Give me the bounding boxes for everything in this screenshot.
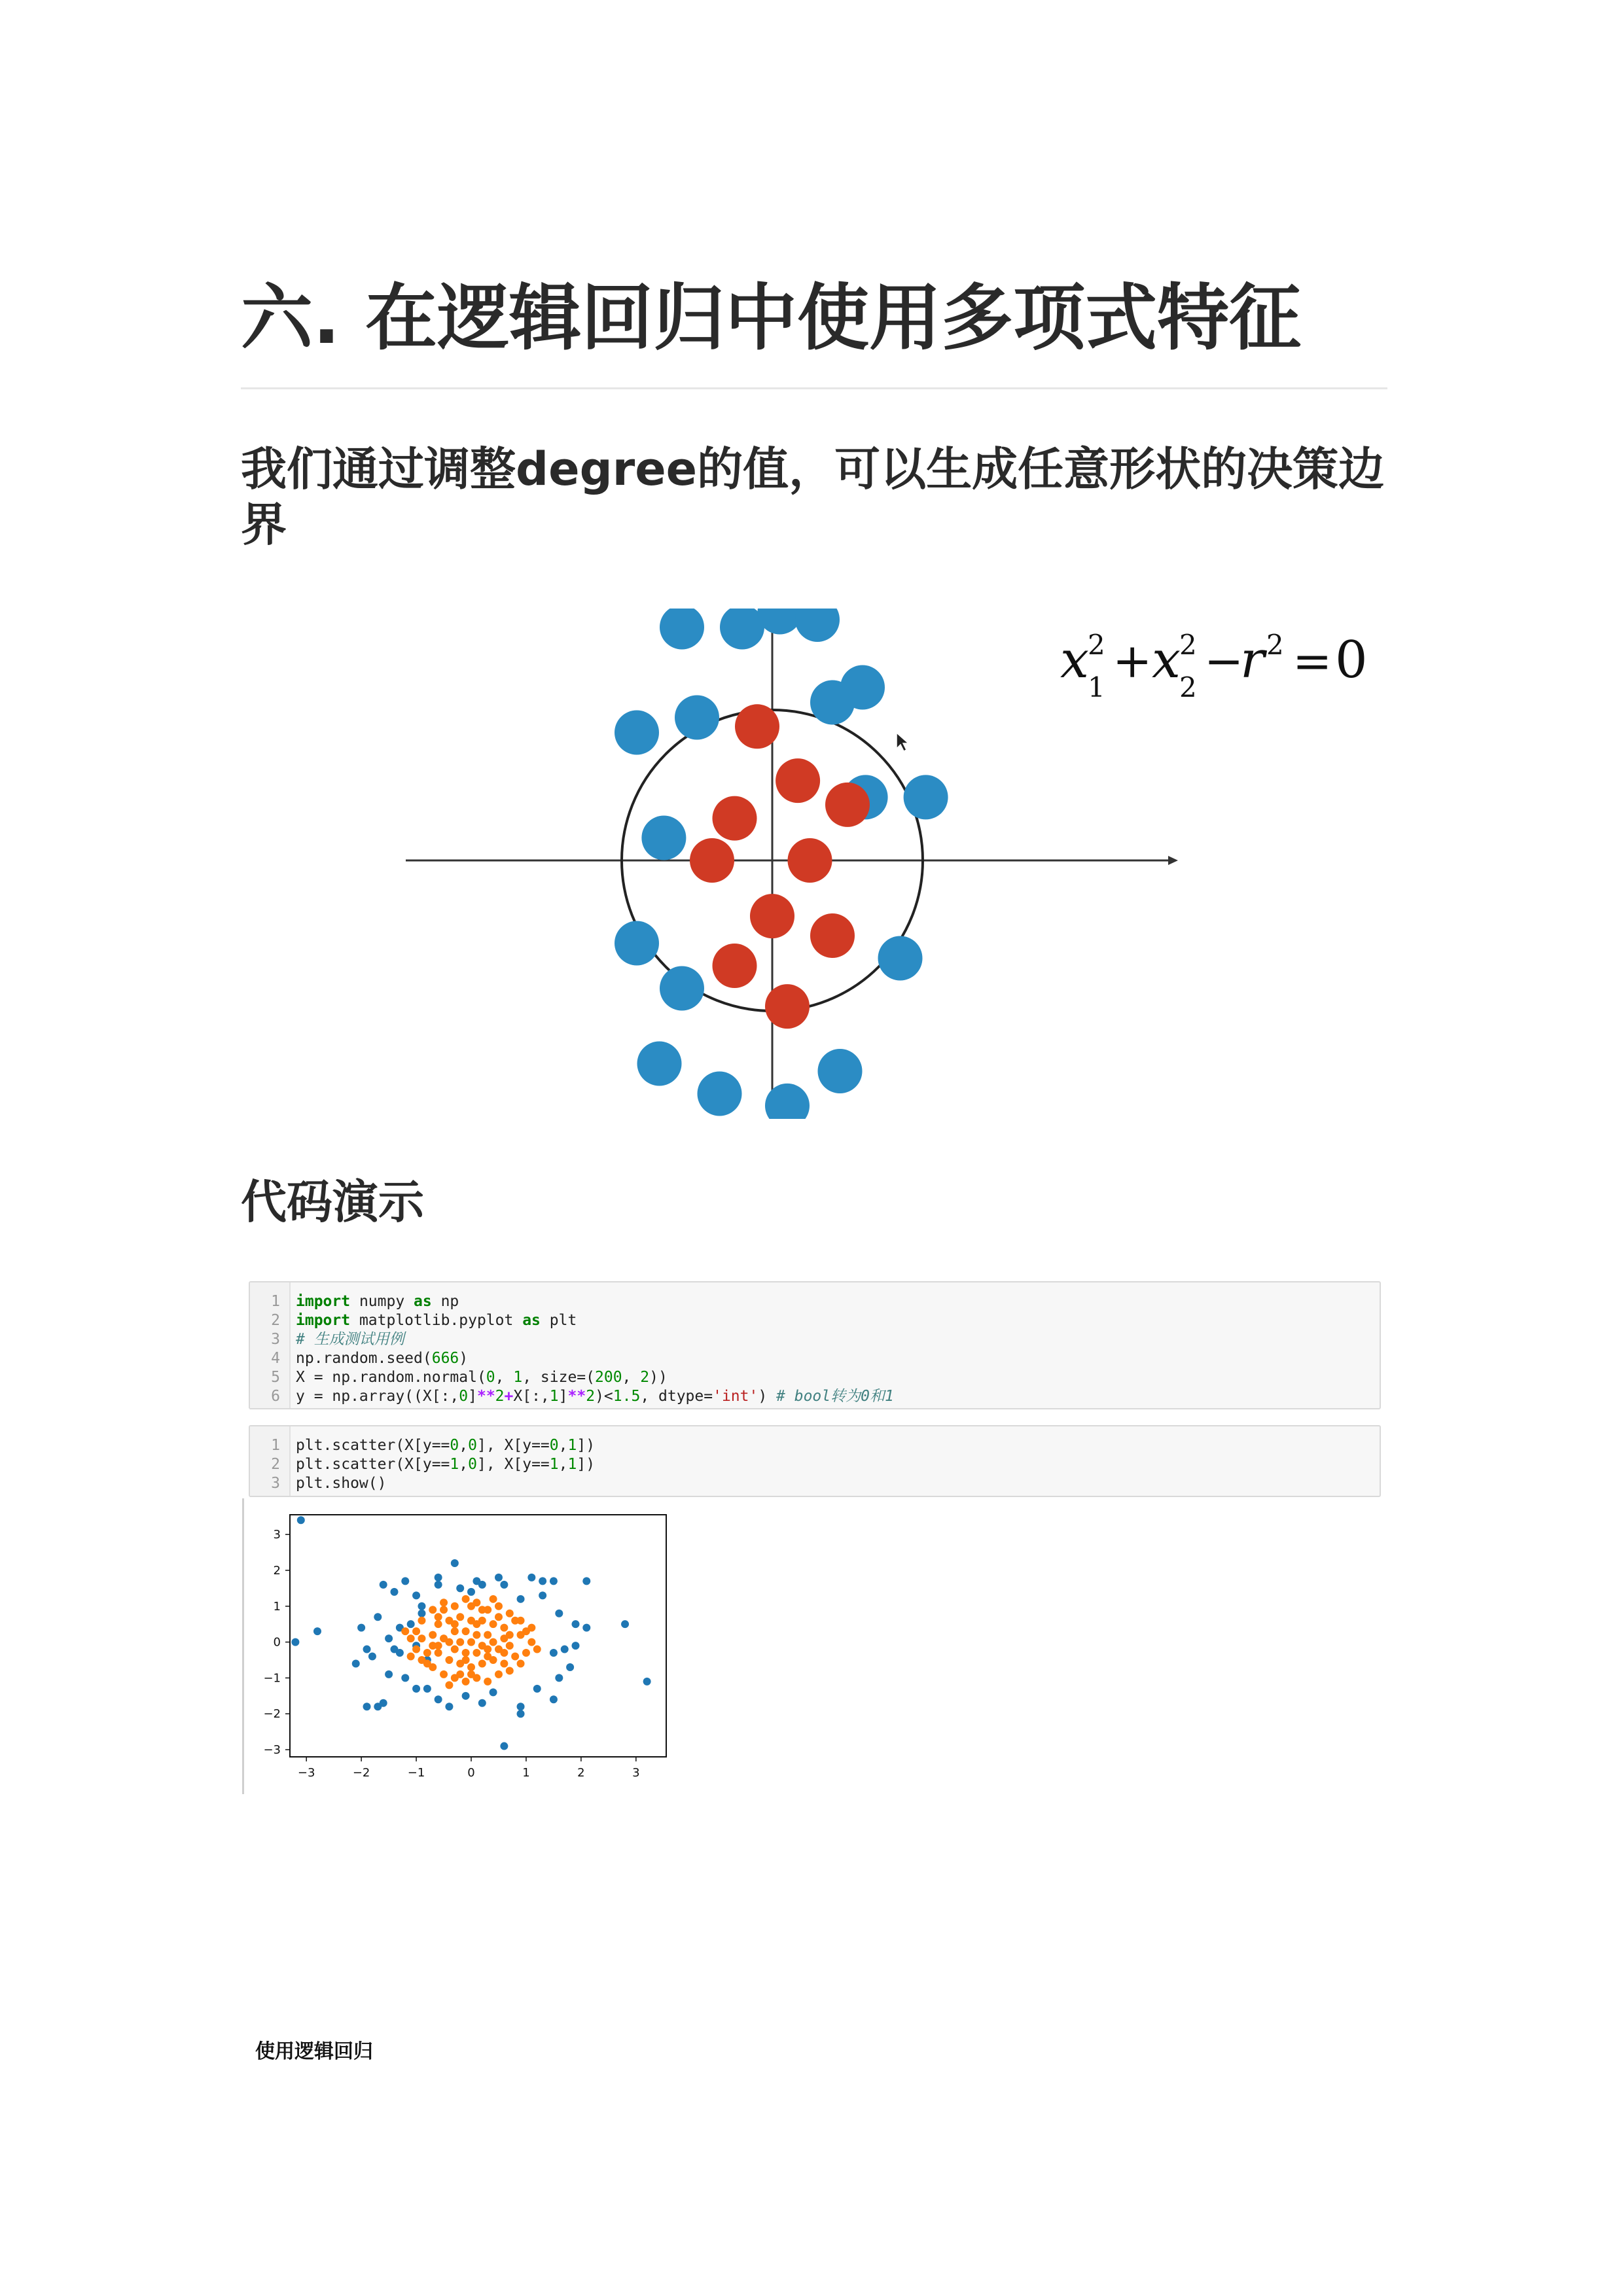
class-0-point: [357, 1624, 365, 1632]
line-number: 3: [271, 1475, 280, 1492]
class-1-point: [423, 1649, 431, 1657]
class-1-point: [495, 1670, 503, 1678]
mouse-cursor-icon: [897, 733, 908, 751]
logistic-regression-heading: 使用逻辑回归: [255, 2040, 373, 2063]
code-token: 'int': [713, 1388, 758, 1405]
x-tick-label: 3: [632, 1766, 640, 1780]
class-0-point: [380, 1699, 387, 1707]
code-token: np: [431, 1293, 459, 1310]
code-token: **: [567, 1388, 586, 1405]
formula-sup2: 2: [1179, 629, 1197, 661]
code-text: [296, 1368, 668, 1387]
line-number: 3: [271, 1331, 280, 1348]
class-0-point: [571, 1642, 579, 1650]
code-token: import: [296, 1312, 351, 1329]
class-1-point: [462, 1595, 470, 1603]
line-number: 2: [271, 1456, 280, 1473]
outer-class-point: [675, 696, 719, 740]
class-1-point: [418, 1617, 425, 1625]
line-number: 6: [271, 1388, 280, 1405]
code-token: 1: [567, 1456, 577, 1473]
class-1-point: [445, 1656, 453, 1664]
class-1-point: [418, 1634, 425, 1642]
class-0-point: [412, 1685, 420, 1693]
class-1-point: [407, 1634, 415, 1642]
code-text: [296, 1474, 386, 1493]
class-1-point: [462, 1627, 470, 1635]
inner-class-point: [713, 796, 757, 841]
formula-equals: =: [1293, 633, 1332, 688]
class-0-point: [555, 1674, 563, 1682]
formula-plus: +: [1113, 633, 1152, 688]
code-token: # bool转为0和1: [776, 1388, 894, 1405]
code-token: )): [649, 1369, 668, 1386]
class-0-point: [385, 1634, 393, 1642]
class-1-point: [429, 1631, 437, 1639]
code-token: ]: [558, 1388, 568, 1405]
code-token: 1: [450, 1456, 459, 1473]
code-token: plt.scatter(X[y==: [296, 1456, 450, 1473]
line-number: 5: [271, 1369, 280, 1386]
class-1-point: [445, 1681, 453, 1689]
inner-class-point: [690, 838, 734, 883]
class-0-point: [407, 1620, 415, 1628]
code-token: 0: [450, 1437, 459, 1454]
class-1-point: [495, 1613, 503, 1621]
code-token: plt.show(): [296, 1475, 387, 1492]
code-token: ,: [558, 1456, 568, 1473]
class-1-point: [533, 1646, 541, 1653]
outer-class-point: [795, 609, 840, 642]
class-0-point: [550, 1649, 558, 1657]
class-1-point: [440, 1634, 448, 1642]
formula-minus: −: [1204, 633, 1244, 688]
class-1-point: [412, 1646, 420, 1653]
code-token: as: [414, 1293, 432, 1310]
code-token: ], X[y==: [476, 1456, 550, 1473]
code-token: 1.5: [613, 1388, 641, 1405]
class-0-point: [561, 1646, 569, 1653]
class-1-point: [467, 1602, 475, 1610]
x-tick-label: −2: [352, 1766, 370, 1780]
class-0-point: [412, 1591, 420, 1599]
code-token: ): [459, 1350, 469, 1367]
class-1-point: [527, 1638, 535, 1646]
class-0-point: [352, 1659, 360, 1667]
class-1-point: [517, 1631, 525, 1639]
inner-class-point: [810, 913, 855, 958]
y-tick-label: −3: [263, 1743, 281, 1757]
class-0-point: [582, 1577, 590, 1585]
class-1-point: [478, 1606, 486, 1614]
formula-x2: x: [1152, 631, 1181, 690]
section-subtitle: 我们通过调整degree的值，可以生成任意形状的决策边界: [241, 442, 1385, 552]
code-token: X = np.random.normal(: [296, 1369, 486, 1386]
decision-boundary-diagram: [393, 609, 1374, 1119]
code-token: plt: [540, 1312, 577, 1329]
class-1-point: [478, 1642, 486, 1650]
class-1-point: [423, 1659, 431, 1667]
inner-class-point: [765, 984, 810, 1029]
class-0-point: [490, 1688, 497, 1696]
class-1-point: [462, 1678, 470, 1686]
class-1-point: [506, 1642, 514, 1650]
code-token: 2: [586, 1388, 596, 1405]
class-0-point: [527, 1574, 535, 1581]
code-token: 1: [549, 1456, 559, 1473]
formula-r: r: [1240, 631, 1265, 690]
outer-class-point: [810, 680, 855, 725]
outer-class-point: [615, 711, 659, 755]
y-tick-label: 1: [273, 1599, 281, 1614]
code-token: matplotlib.pyplot: [350, 1312, 523, 1329]
inner-class-point: [825, 783, 870, 827]
class-1-point: [484, 1653, 491, 1661]
class-0-point: [297, 1516, 305, 1524]
code-text: [296, 1436, 595, 1455]
outer-class-point: [641, 816, 686, 860]
outer-class-point: [637, 1042, 682, 1086]
class-0-point: [467, 1588, 475, 1596]
class-0-point: [385, 1670, 393, 1678]
class-0-point: [363, 1703, 371, 1710]
code-token: 0: [549, 1437, 559, 1454]
code-token: as: [522, 1312, 541, 1329]
class-0-point: [462, 1692, 470, 1700]
class-1-point: [500, 1624, 508, 1632]
code-text: [296, 1311, 577, 1330]
class-0-point: [374, 1613, 382, 1621]
class-1-point: [456, 1670, 464, 1678]
class-1-point: [490, 1595, 497, 1603]
class-1-point: [527, 1624, 535, 1632]
line-number: 4: [271, 1350, 280, 1367]
class-1-point: [435, 1613, 442, 1621]
inner-class-point: [735, 704, 779, 749]
formula-sub2: 2: [1179, 671, 1197, 703]
code-token: np.random.seed(: [296, 1350, 432, 1367]
code-token: 0: [468, 1437, 477, 1454]
class-0-point: [478, 1581, 486, 1589]
outer-class-point: [660, 609, 704, 650]
code-token: 2: [640, 1369, 650, 1386]
class-0-point: [643, 1678, 651, 1686]
class-1-point: [440, 1606, 448, 1614]
class-1-point: [451, 1602, 459, 1610]
code-token: plt.scatter(X[y==: [296, 1437, 450, 1454]
class-0-point: [435, 1695, 442, 1703]
line-number: 2: [271, 1312, 280, 1329]
code-token: 1: [513, 1369, 523, 1386]
formula-zero: 0: [1335, 631, 1368, 690]
class-0-point: [418, 1610, 425, 1617]
class-0-point: [456, 1584, 464, 1592]
class-1-point: [484, 1631, 491, 1639]
class-1-point: [467, 1663, 475, 1671]
class-1-point: [451, 1627, 459, 1635]
class-0-point: [368, 1653, 376, 1661]
code-cell-2[interactable]: [249, 1425, 1381, 1497]
outer-class-point: [660, 966, 704, 1011]
class-0-point: [495, 1574, 503, 1581]
class-1-point: [467, 1638, 475, 1646]
class-0-point: [500, 1581, 508, 1589]
class-1-point: [484, 1678, 491, 1686]
class-0-point: [500, 1742, 508, 1750]
code-token: y = np.array((X[:,: [296, 1388, 459, 1405]
code-token: # 生成测试用例: [296, 1331, 404, 1348]
class-1-point: [495, 1646, 503, 1653]
class-0-point: [435, 1574, 442, 1581]
class-1-point: [412, 1627, 420, 1635]
class-0-point: [550, 1695, 558, 1703]
inner-class-point: [776, 758, 820, 803]
class-1-point: [500, 1659, 508, 1667]
formula-sup3: 2: [1266, 629, 1284, 661]
code-token: ,: [459, 1437, 469, 1454]
code-token: , dtype=: [640, 1388, 713, 1405]
class-0-point: [621, 1620, 629, 1628]
code-token: ,: [459, 1456, 469, 1473]
class-0-point: [291, 1638, 299, 1646]
code-token: 200: [595, 1369, 622, 1386]
class-0-point: [401, 1674, 409, 1682]
code-token: , size=(: [522, 1369, 595, 1386]
code-token: X[:,: [513, 1388, 550, 1405]
class-1-point: [511, 1653, 519, 1661]
class-0-point: [517, 1703, 525, 1710]
inner-class-point: [788, 838, 832, 883]
code-text: [296, 1330, 404, 1349]
x-tick-label: −3: [297, 1766, 315, 1780]
class-1-point: [407, 1653, 415, 1661]
formula: [1060, 629, 1368, 703]
class-1-point: [506, 1667, 514, 1674]
class-1-point: [473, 1649, 480, 1657]
inner-class-point: [750, 894, 794, 938]
class-1-point: [456, 1638, 464, 1646]
code-demo-heading: 代码演示: [241, 1175, 424, 1229]
x-tick-label: 2: [577, 1766, 585, 1780]
formula-x1: x: [1060, 631, 1089, 690]
inner-class-point: [713, 944, 757, 988]
class-0-point: [451, 1559, 459, 1567]
class-1-point: [490, 1620, 497, 1628]
class-0-point: [390, 1588, 398, 1596]
class-0-point: [418, 1602, 425, 1610]
class-0-point: [566, 1663, 574, 1671]
page-title: 六. 在逻辑回归中使用多项式特征: [241, 276, 1302, 360]
class-1-point: [451, 1646, 459, 1653]
class-0-point: [478, 1699, 486, 1707]
code-token: ]: [468, 1388, 477, 1405]
class-0-point: [313, 1627, 321, 1635]
class-1-point: [435, 1649, 442, 1657]
class-1-point: [478, 1659, 486, 1667]
code-token: numpy: [350, 1293, 414, 1310]
class-1-point: [440, 1670, 448, 1678]
class-0-point: [533, 1685, 541, 1693]
outer-class-point: [698, 1072, 742, 1116]
code-token: )<: [595, 1388, 613, 1405]
class-1-point: [462, 1649, 470, 1657]
y-tick-label: −2: [263, 1707, 281, 1722]
code-token: +: [504, 1388, 514, 1405]
code-text: [296, 1455, 595, 1474]
code-token: 0: [486, 1369, 495, 1386]
outer-class-point: [878, 936, 923, 981]
class-1-point: [401, 1627, 409, 1635]
x-axis-arrow: [1168, 856, 1178, 865]
code-token: import: [296, 1293, 351, 1310]
class-0-point: [363, 1646, 371, 1653]
class-1-point: [435, 1642, 442, 1650]
class-0-point: [550, 1577, 558, 1585]
formula-sub1: 1: [1088, 671, 1105, 703]
class-0-point: [423, 1685, 431, 1693]
class-1-point: [495, 1602, 503, 1610]
code-token: ]): [577, 1437, 596, 1454]
plot-layer: [263, 1515, 666, 1780]
class-0-point: [445, 1703, 453, 1710]
class-1-point: [500, 1634, 508, 1642]
code-token: **: [476, 1388, 495, 1405]
class-0-point: [435, 1581, 442, 1589]
class-0-point: [582, 1624, 590, 1632]
class-0-point: [390, 1646, 398, 1653]
class-1-point: [473, 1620, 480, 1628]
y-tick-label: 2: [273, 1563, 281, 1578]
class-0-point: [401, 1577, 409, 1585]
class-1-point: [462, 1656, 470, 1664]
x-tick-label: −1: [407, 1766, 425, 1780]
code-token: ,: [622, 1369, 641, 1386]
code-token: 1: [549, 1388, 559, 1405]
code-text: [296, 1292, 459, 1311]
class-0-point: [517, 1710, 525, 1718]
class-0-point: [571, 1620, 579, 1628]
class-0-point: [517, 1595, 525, 1603]
code-token: ,: [495, 1369, 514, 1386]
class-0-point: [380, 1581, 387, 1589]
code-text: [296, 1386, 894, 1406]
code-token: ]): [577, 1456, 596, 1473]
y-tick-label: 0: [273, 1635, 281, 1650]
class-1-point: [451, 1620, 459, 1628]
y-tick-label: −1: [263, 1671, 281, 1686]
x-tick-label: 1: [522, 1766, 530, 1780]
line-number: 1: [271, 1437, 280, 1454]
code-token: 666: [431, 1350, 459, 1367]
class-1-point: [473, 1631, 480, 1639]
code-token: 2: [495, 1388, 505, 1405]
class-0-point: [555, 1610, 563, 1617]
class-1-point: [429, 1606, 437, 1614]
outer-class-point: [904, 775, 948, 819]
code-token: 0: [459, 1388, 469, 1405]
class-1-point: [456, 1613, 464, 1621]
line-number: 1: [271, 1293, 280, 1310]
code-token: ], X[y==: [476, 1437, 550, 1454]
class-1-point: [511, 1617, 519, 1625]
code-token: ): [758, 1388, 777, 1405]
code-text: [296, 1349, 468, 1368]
class-0-point: [539, 1577, 546, 1585]
class-1-point: [517, 1659, 525, 1667]
formula-sup1: 2: [1088, 629, 1105, 661]
class-1-point: [440, 1598, 448, 1606]
code-token: 1: [567, 1437, 577, 1454]
class-1-point: [490, 1638, 497, 1646]
class-0-point: [539, 1591, 546, 1599]
outer-class-point: [818, 1049, 863, 1093]
code-token: ,: [558, 1437, 568, 1454]
class-1-point: [506, 1610, 514, 1617]
scatter-plot-output: [247, 1505, 679, 1793]
class-1-point: [435, 1620, 442, 1628]
x-tick-label: 0: [467, 1766, 475, 1780]
class-1-point: [522, 1649, 530, 1657]
code-cell-1[interactable]: [249, 1281, 1381, 1409]
class-1-point: [467, 1670, 475, 1678]
title-divider: [241, 387, 1387, 389]
code-token: 0: [468, 1456, 477, 1473]
y-tick-label: 3: [273, 1528, 281, 1542]
outer-class-point: [615, 921, 659, 966]
